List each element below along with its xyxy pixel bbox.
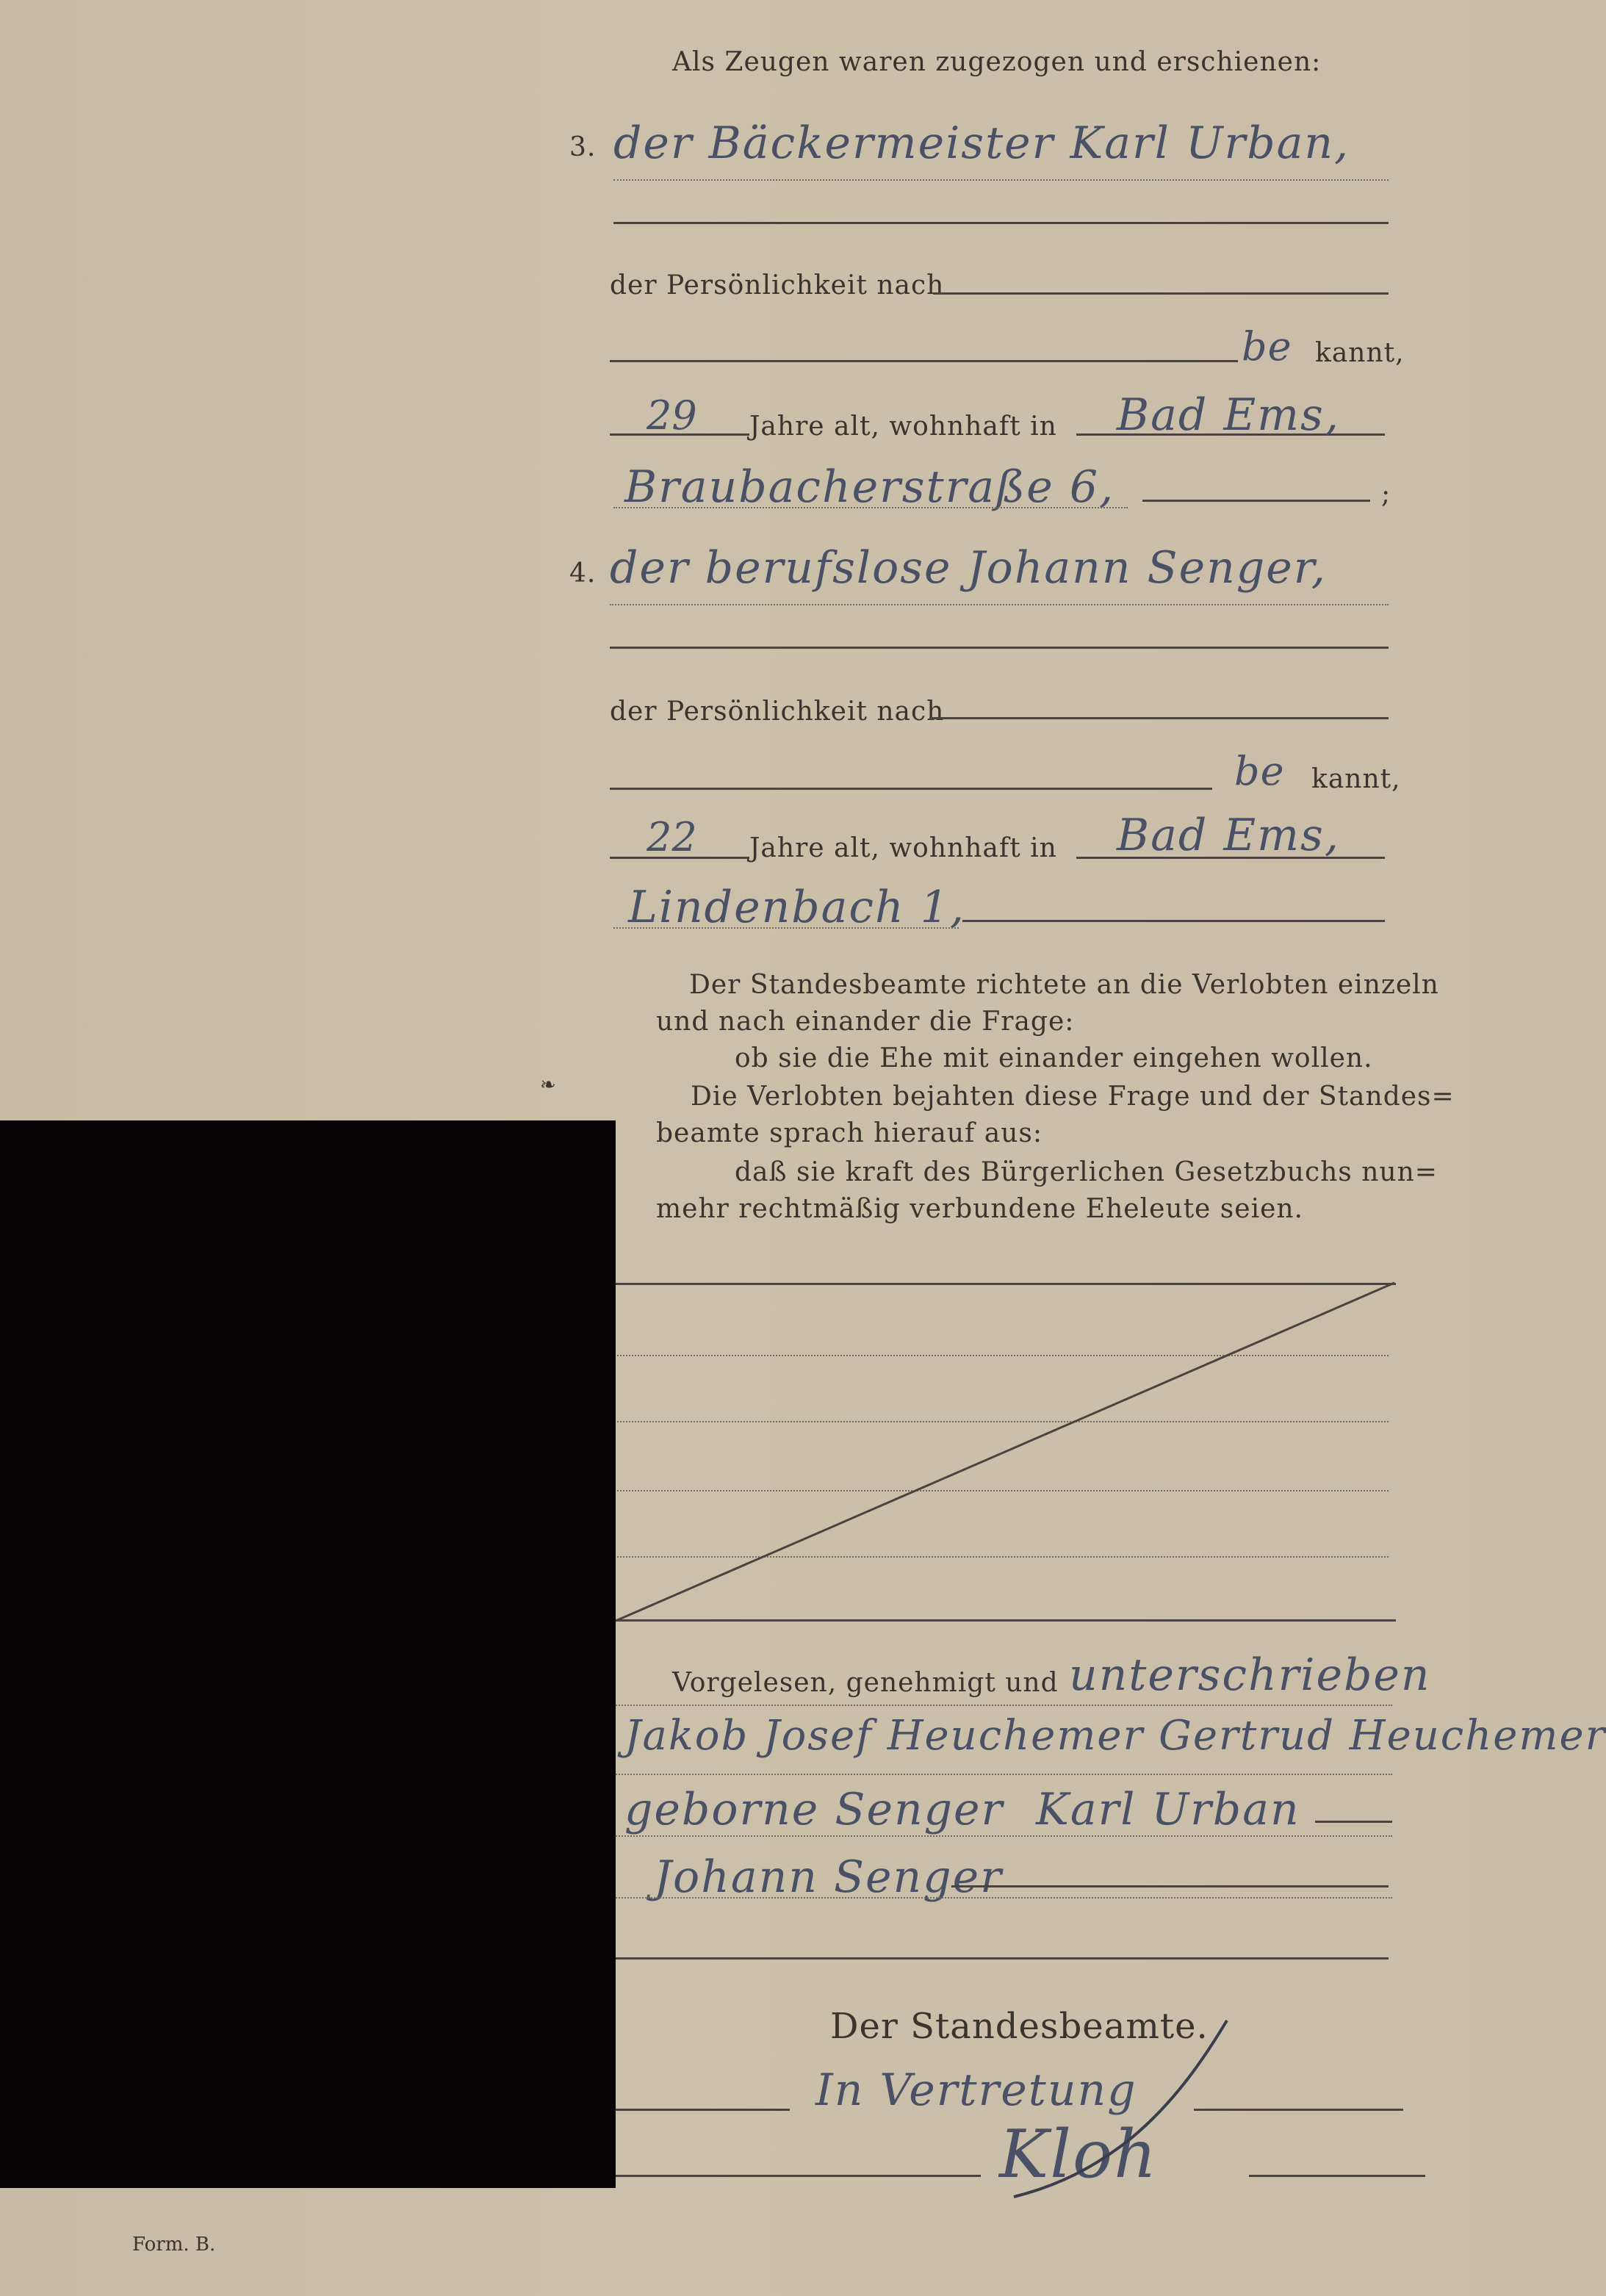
officer-rule-left [613,2109,790,2111]
witness3-person-rule [933,292,1389,295]
witness3-name-line: der Bäckermeister Karl Urban, [613,118,1350,169]
witness3-street-dots [613,507,1128,508]
officer-hand: In Vertretung [815,2065,1137,2116]
witness3-rule-1 [613,222,1389,224]
witness3-street: Braubacherstraße 6, [624,461,1115,513]
witness4-age-label: Jahre alt, wohnhaft in [749,833,1057,863]
witness4-known-rule [610,788,1212,790]
officer-sig-rule-left [613,2175,981,2177]
form-code: Form. B. [132,2234,216,2256]
para1-line3: ob sie die Ehe mit einander eingehen wollen. [735,1043,1373,1073]
officer-signature: Kloh [999,2116,1159,2193]
read-label: Vorgelesen, genehmigt und [672,1668,1059,1698]
signature-dots-1 [613,1774,1392,1775]
witness4-name-line: der berufslose Johann Senger, [610,542,1327,594]
witness3-known-rule [610,360,1238,362]
para2-line4: mehr rechtmäßig verbundene Eheleute seien. [656,1194,1304,1224]
officer-sig-rule-right [1249,2175,1425,2177]
signature-line-1: Jakob Josef Heuchemer Gertrud Heuchemer [624,1712,1606,1760]
signature-bottom-rule [613,1957,1389,1959]
witness4-person-rule [929,717,1389,719]
read-dots [613,1705,1392,1706]
witness4-street: Lindenbach 1, [628,882,965,933]
signature-dots-2 [613,1835,1392,1837]
para1-line1: Der Standesbeamte richtete an die Verlobten einzeln [689,970,1439,1000]
signature-rule-3 [951,1885,1389,1887]
redaction-block [0,1120,616,2188]
read-hand: unterschrieben [1069,1649,1431,1701]
officer-flourish [984,2013,1249,2204]
witness3-person-label: der Persönlichkeit nach [610,270,945,301]
margin-mark: ❧ [540,1074,556,1096]
witness4-known-hand: be [1234,748,1285,794]
witness4-person-label: der Persönlichkeit nach [610,697,945,727]
para2-line2: beamte sprach hierauf aus: [656,1118,1043,1148]
witness4-known-print: kannt, [1311,764,1401,794]
witness3-age-label: Jahre alt, wohnhaft in [749,411,1057,442]
witness4-age: 22 [647,814,697,860]
witness3-name-dots [613,179,1389,181]
witness4-rule-1 [610,647,1389,649]
witness3-known-print: kannt, [1315,338,1405,368]
remarks-strikethrough [610,1278,1400,1627]
witness3-town: Bad Ems, [1117,389,1340,441]
signature-dots-3 [613,1897,1392,1899]
witness4-number: 4. [569,558,597,589]
witness4-town: Bad Ems, [1117,810,1340,861]
signature-rule-2 [1315,1821,1392,1823]
witness4-street-rule [962,920,1385,922]
para2-line3: daß sie kraft des Bürgerlichen Gesetzbuchs nun= [735,1157,1438,1187]
signature-line-2a: geborne Senger [624,1784,1004,1835]
witness3-semicolon: ; [1381,479,1391,509]
witness3-age: 29 [647,392,697,439]
witness3-known-hand: be [1242,323,1292,370]
signature-line-3: Johann Senger [654,1851,1003,1903]
witness4-name-dots [610,604,1389,605]
para2-line1: Die Verlobten bejahten diese Frage und der Standes= [691,1082,1455,1112]
officer-title: Der Standesbeamte. [830,2006,1209,2047]
witness3-street-rule [1142,500,1370,502]
witness-header: Als Zeugen waren zugezogen und erschienen: [672,47,1322,77]
signature-line-2b: Karl Urban [1036,1784,1300,1835]
para1-line2: und nach einander die Frage: [656,1007,1075,1037]
witness4-street-dots [613,927,959,929]
witness3-number: 3. [569,132,597,162]
